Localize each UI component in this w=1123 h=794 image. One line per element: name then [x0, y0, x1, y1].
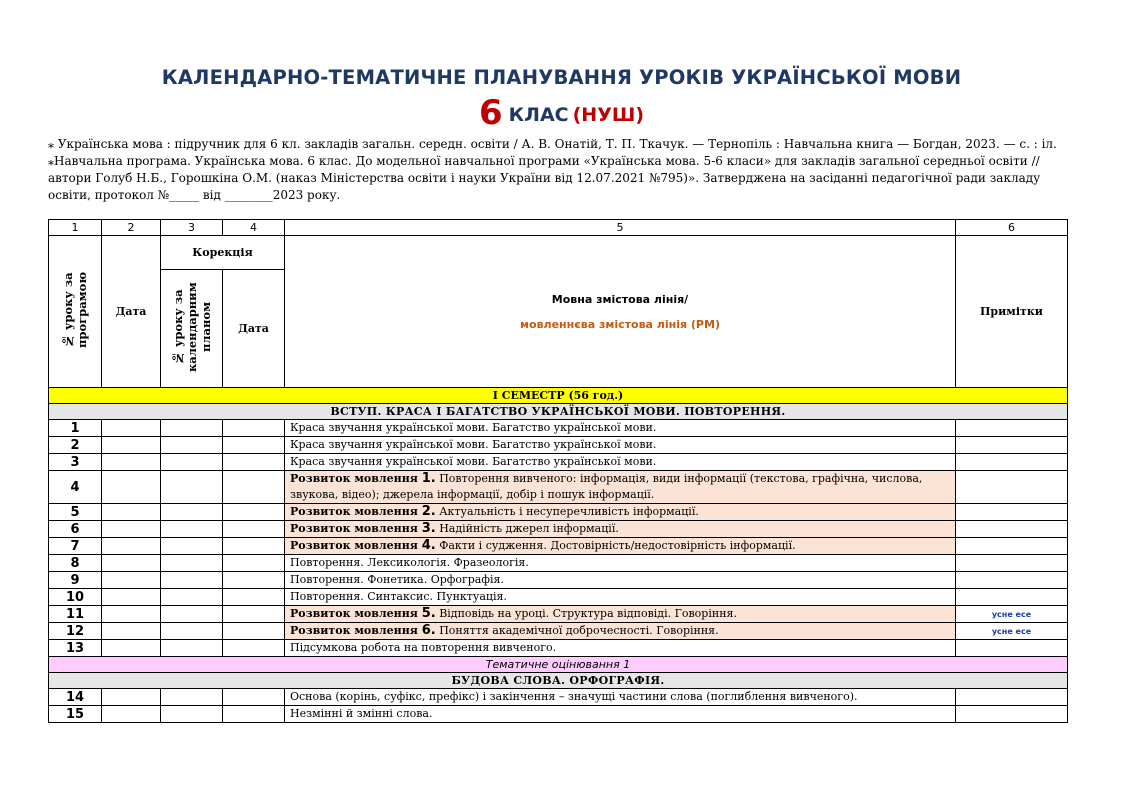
reference-textbook: ⁎ Українська мова : підручник для 6 кл. закладів загальн. середн. освіти / А. В. Онатій, Т. П. Ткачук. — Тернопіль : Навчальна книга — Богдан, 2023. — с. : іл.	[48, 137, 1057, 151]
header-row	[49, 236, 1068, 270]
lesson-topic: Розвиток мовлення 4. Факти і судження. Достовірність/недостовірність інформації.	[285, 538, 956, 555]
lesson-number: 11	[49, 606, 102, 623]
table-row	[49, 471, 1068, 504]
notes-header: Примітки	[956, 236, 1068, 388]
section-row	[49, 673, 1068, 689]
date2-header: Дата	[223, 270, 285, 388]
lesson-topic: Розвиток мовлення 5. Відповідь на уроці. Структура відповіді. Говоріння.	[285, 606, 956, 623]
table-row	[49, 437, 1068, 454]
col-number: 6	[956, 220, 1068, 236]
table-row	[49, 454, 1068, 471]
table-row	[49, 589, 1068, 606]
lesson-topic: Підсумкова робота на повторення вивченого.	[285, 640, 956, 657]
lesson-topic: Розвиток мовлення 1. Повторення вивченого: інформація, види інформації (текстова, графічна, числова, звукова, відео); джерела інформації, добір і пошук інформації.	[285, 471, 956, 504]
lesson-number: 10	[49, 589, 102, 606]
table-row	[49, 538, 1068, 555]
lesson-topic: Краса звучання української мови. Багатство української мови.	[285, 454, 956, 471]
grade-word: КЛАС	[508, 104, 569, 126]
lesson-number: 2	[49, 437, 102, 454]
col-number: 1	[49, 220, 102, 236]
lesson-number: 14	[49, 689, 102, 706]
lesson-topic: Повторення. Лексикологія. Фразеологія.	[285, 555, 956, 572]
col-number: 3	[161, 220, 223, 236]
lesson-number: 15	[49, 706, 102, 723]
table-row	[49, 689, 1068, 706]
content-line-2: мовленнєва змістова лінія (РМ)	[520, 317, 720, 331]
table-row	[49, 640, 1068, 657]
lesson-topic: Розвиток мовлення 3. Надійність джерел інформації.	[285, 521, 956, 538]
references	[48, 136, 1078, 204]
section-row	[49, 404, 1068, 420]
assessment-label: Тематичне оцінювання 1	[49, 657, 1068, 673]
date-header: Дата	[102, 236, 161, 388]
section-title: БУДОВА СЛОВА. ОРФОГРАФІЯ.	[49, 673, 1068, 689]
lesson-topic: Розвиток мовлення 2. Актуальність і несуперечливість інформації.	[285, 504, 956, 521]
lesson-topic: Повторення. Синтаксис. Пунктуація.	[285, 589, 956, 606]
correction-header: Корекція	[161, 236, 285, 270]
grade-note: (НУШ)	[572, 104, 645, 126]
lesson-number: 8	[49, 555, 102, 572]
semester-row	[49, 388, 1068, 404]
content-line-1: Мовна змістова лінія/	[551, 292, 689, 306]
col-number: 2	[102, 220, 161, 236]
table-row	[49, 504, 1068, 521]
assessment-row	[49, 657, 1068, 673]
lesson-number: 1	[49, 420, 102, 437]
col-number: 4	[223, 220, 285, 236]
content-line-header	[285, 236, 956, 388]
lesson-note: усне есе	[956, 623, 1068, 640]
lesson-number: 12	[49, 623, 102, 640]
lesson-topic: Краса звучання української мови. Багатство української мови.	[285, 420, 956, 437]
lesson-number: 4	[49, 471, 102, 504]
table-row	[49, 623, 1068, 640]
section-title: ВСТУП. КРАСА І БАГАТСТВО УКРАЇНСЬКОЇ МОВИ. ПОВТОРЕННЯ.	[49, 404, 1068, 420]
lesson-number: 3	[49, 454, 102, 471]
col-number: 5	[285, 220, 956, 236]
table-row	[49, 606, 1068, 623]
table-row	[49, 521, 1068, 538]
lesson-number: 6	[49, 521, 102, 538]
semester-label: І СЕМЕСТР (56 год.)	[49, 388, 1068, 404]
lesson-topic: Незмінні й змінні слова.	[285, 706, 956, 723]
lesson-note: усне есе	[956, 606, 1068, 623]
page-title: КАЛЕНДАРНО-ТЕМАТИЧНЕ ПЛАНУВАННЯ УРОКІВ УКРАЇНСЬКОЇ МОВИ	[161, 66, 962, 89]
planning-table	[48, 219, 1068, 723]
lesson-topic: Основа (корінь, суфікс, префікс) і закінчення – значущі частини слова (поглиблення вивченого).	[285, 689, 956, 706]
lesson-topic: Повторення. Фонетика. Орфографія.	[285, 572, 956, 589]
reference-program: ⁎Навчальна програма. Українська мова. 6 клас. До модельної навчальної програми «Українська мова. 5-6 класи» для закладів загальної середньої освіти // автори Голуб Н.Б., Горошкіна О.М. (наказ Міністерства освіти і науки України від 12.07.2021 №795)». Затверджена на засіданні педагогічної ради закладу освіти, протокол №_____ від ________2023 року.	[48, 154, 1041, 202]
column-numbers-row	[49, 220, 1068, 236]
table-row	[49, 420, 1068, 437]
lesson-number: 5	[49, 504, 102, 521]
table-row	[49, 572, 1068, 589]
grade-heading	[0, 93, 1123, 133]
calendar-lesson-header: № уроку за календарним планом	[161, 270, 223, 388]
lesson-number-header: № уроку за програмою	[49, 236, 102, 388]
lesson-topic: Розвиток мовлення 6. Поняття академічної доброчесності. Говоріння.	[285, 623, 956, 640]
lesson-number: 13	[49, 640, 102, 657]
lesson-number: 7	[49, 538, 102, 555]
table-row	[49, 706, 1068, 723]
grade-number: 6	[478, 93, 503, 133]
lesson-number: 9	[49, 572, 102, 589]
table-row	[49, 555, 1068, 572]
lesson-topic: Краса звучання української мови. Багатство української мови.	[285, 437, 956, 454]
